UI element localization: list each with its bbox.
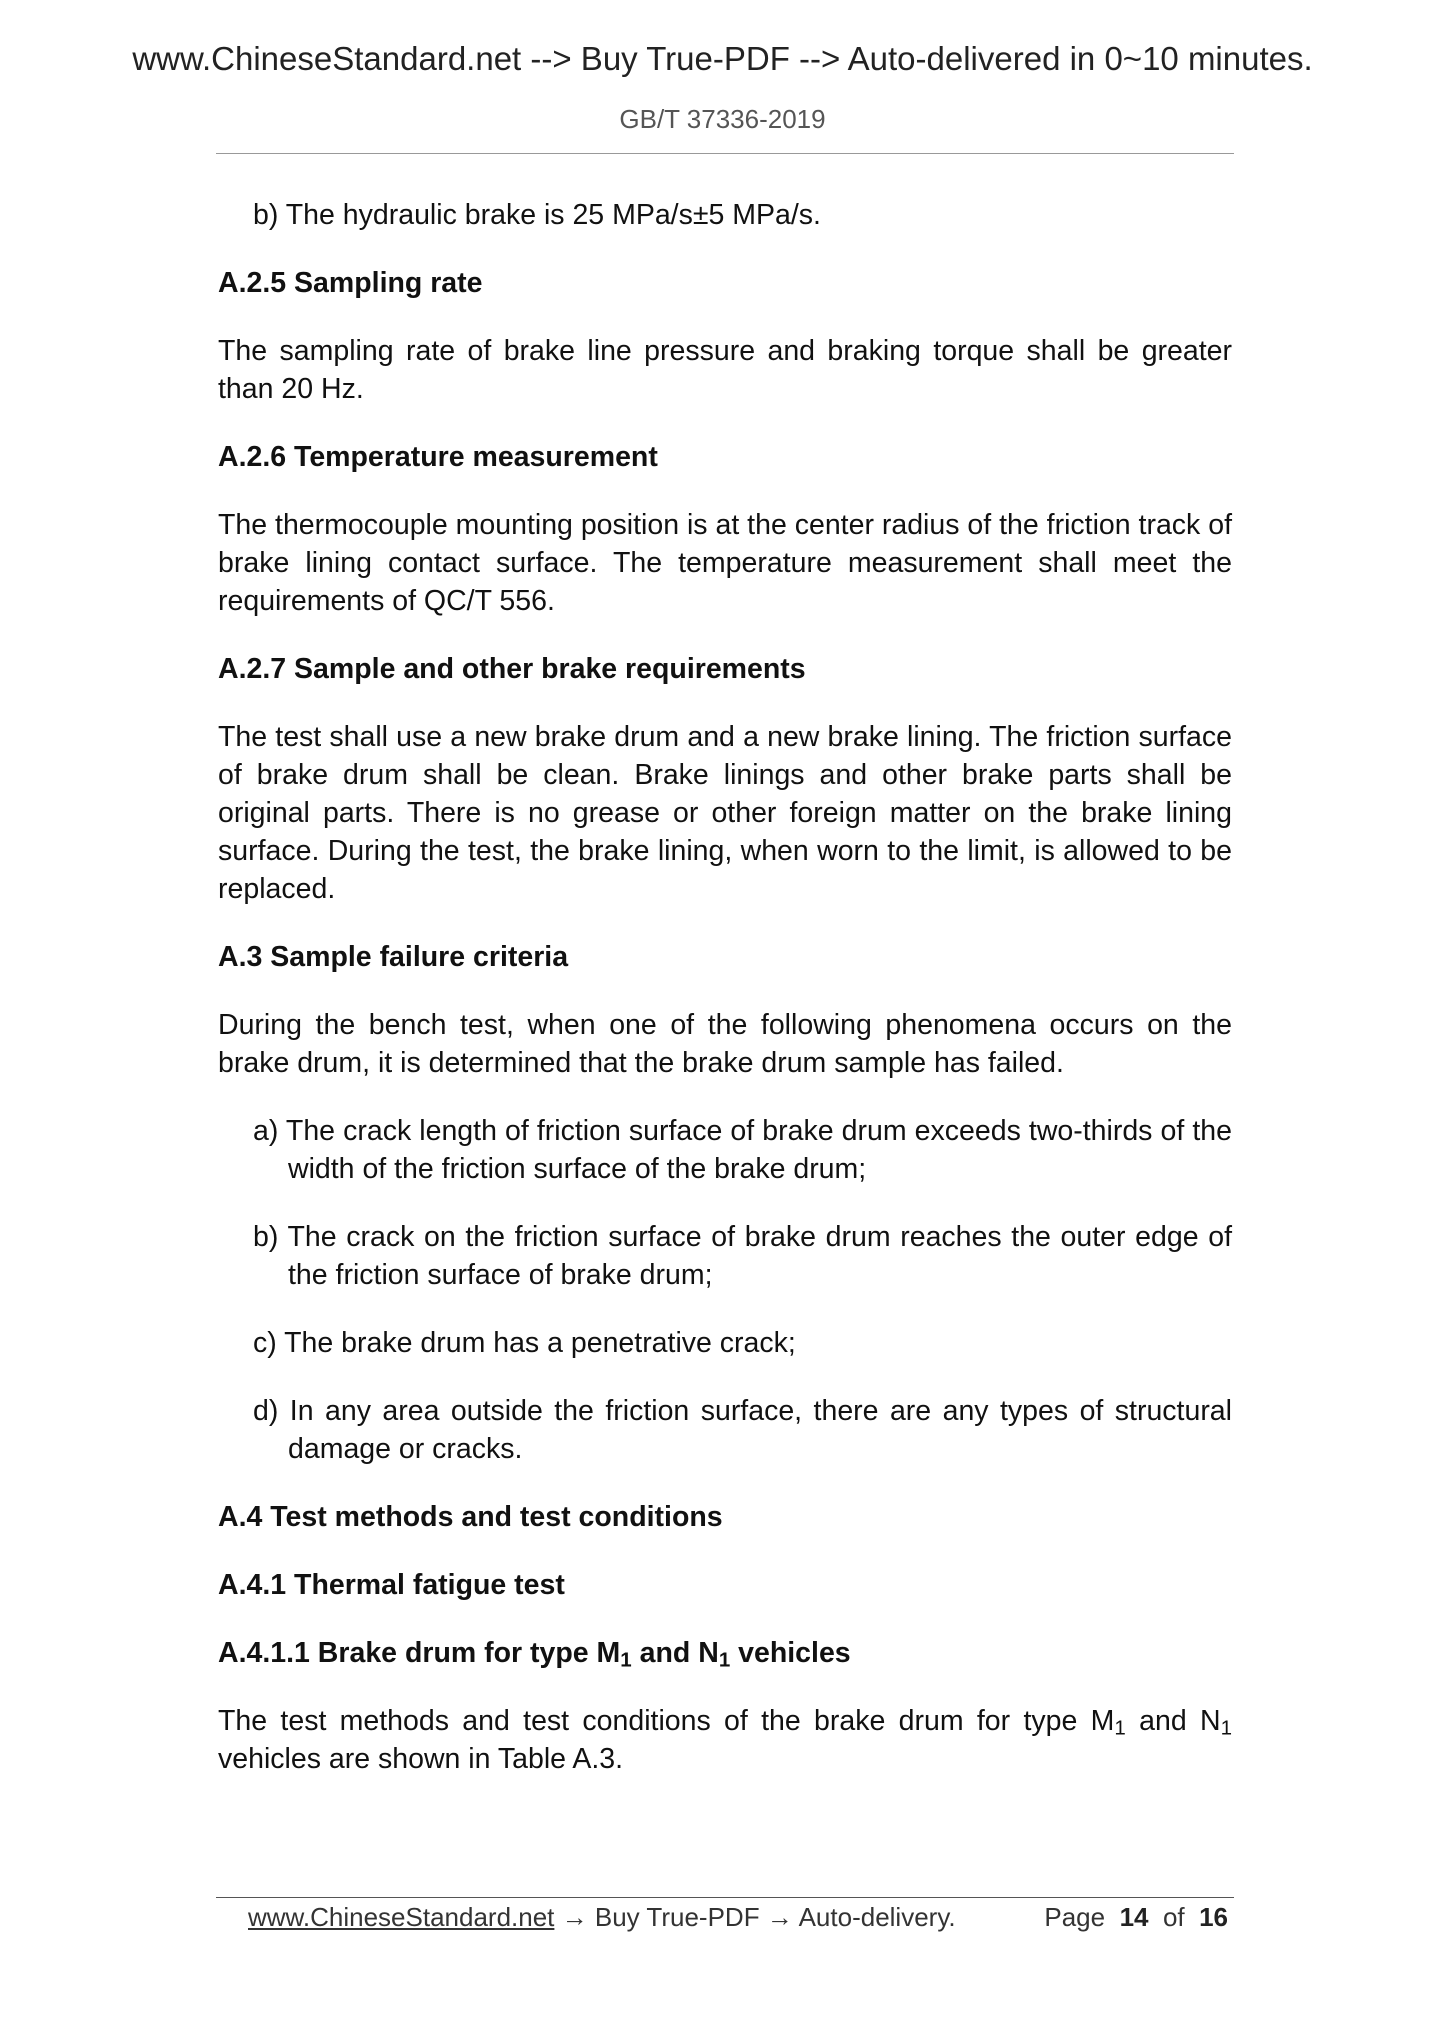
list-item-b-hydraulic: b) The hydraulic brake is 25 MPa/s±5 MPa/s.: [253, 199, 821, 231]
text-a411-suffix: vehicles are shown in Table A.3.: [218, 1743, 624, 1775]
page-footer: [248, 1900, 1234, 1934]
section-heading-a26: A.2.6 Temperature measurement: [218, 441, 658, 473]
footer-site-link[interactable]: www.ChineseStandard.net: [248, 1902, 555, 1932]
section-heading-a4: A.4 Test methods and test conditions: [218, 1501, 723, 1533]
footer-divider: [216, 1897, 1234, 1898]
header-banner: www.ChineseStandard.net --> Buy True-PDF --> Auto-delivered in 0~10 minutes.: [132, 40, 1313, 77]
section-heading-a27: A.2.7 Sample and other brake requirements: [218, 653, 806, 685]
section-heading-a41: A.4.1 Thermal fatigue test: [218, 1569, 565, 1601]
page-of: of: [1162, 1902, 1185, 1932]
section-heading-a411: [218, 1634, 1232, 1672]
text-a411-sub-m: 1: [1114, 1716, 1126, 1740]
list-item-a: a) The crack length of friction surface of brake drum exceeds two-thirds of the width of the friction surface of the brake drum;: [253, 1115, 1232, 1185]
paragraph-a411: [218, 1702, 1232, 1778]
text-a411-mid: and N: [1125, 1705, 1221, 1737]
paragraph-a3: During the bench test, when one of the following phenomena occurs on the brake drum, it is determined that the brake drum sample has failed.: [218, 1009, 1232, 1079]
heading-a411-prefix: A.4.1.1 Brake drum for type M: [218, 1637, 621, 1669]
page-current: 14: [1119, 1902, 1149, 1932]
page-total: 16: [1199, 1902, 1228, 1932]
heading-a411-mid: and N: [631, 1637, 719, 1669]
paragraph-a26: The thermocouple mounting position is at the center radius of the friction track of brake lining contact surface. The temperature measurement shall meet the requirements of QC/T 556.: [218, 509, 1232, 617]
heading-a411-suffix: vehicles: [730, 1637, 851, 1669]
text-a411-sub-n: 1: [1220, 1716, 1232, 1740]
footer-text: → Buy True-PDF → Auto-delivery.: [561, 1902, 956, 1932]
heading-a411-sub-m: 1: [620, 1648, 632, 1672]
heading-a411-sub-n: 1: [718, 1648, 731, 1672]
list-item-c: c) The brake drum has a penetrative crack;: [253, 1327, 796, 1359]
paragraph-a25: The sampling rate of brake line pressure and braking torque shall be greater than 20 Hz.: [218, 335, 1232, 405]
page-number: [1044, 1900, 1228, 1934]
standard-code: GB/T 37336-2019: [619, 104, 826, 134]
paragraph-a27: The test shall use a new brake drum and a new brake lining. The friction surface of brake drum shall be clean. Brake linings and other brake parts shall be original parts. There is no grease or other foreign matter on the brake lining surface. During the test, the brake lining, when worn to the limit, is allowed to be replaced.: [218, 721, 1232, 905]
list-item-b: b) The crack on the friction surface of brake drum reaches the outer edge of the friction surface of brake drum;: [253, 1221, 1232, 1291]
text-a411-prefix: The test methods and test conditions of the brake drum for type M: [218, 1705, 1115, 1737]
list-item-d: d) In any area outside the friction surface, there are any types of structural damage or cracks.: [253, 1395, 1232, 1465]
section-heading-a25: A.2.5 Sampling rate: [218, 267, 483, 299]
page-label: Page: [1044, 1902, 1106, 1932]
header-divider: [216, 153, 1234, 154]
section-heading-a3: A.3 Sample failure criteria: [218, 941, 569, 973]
